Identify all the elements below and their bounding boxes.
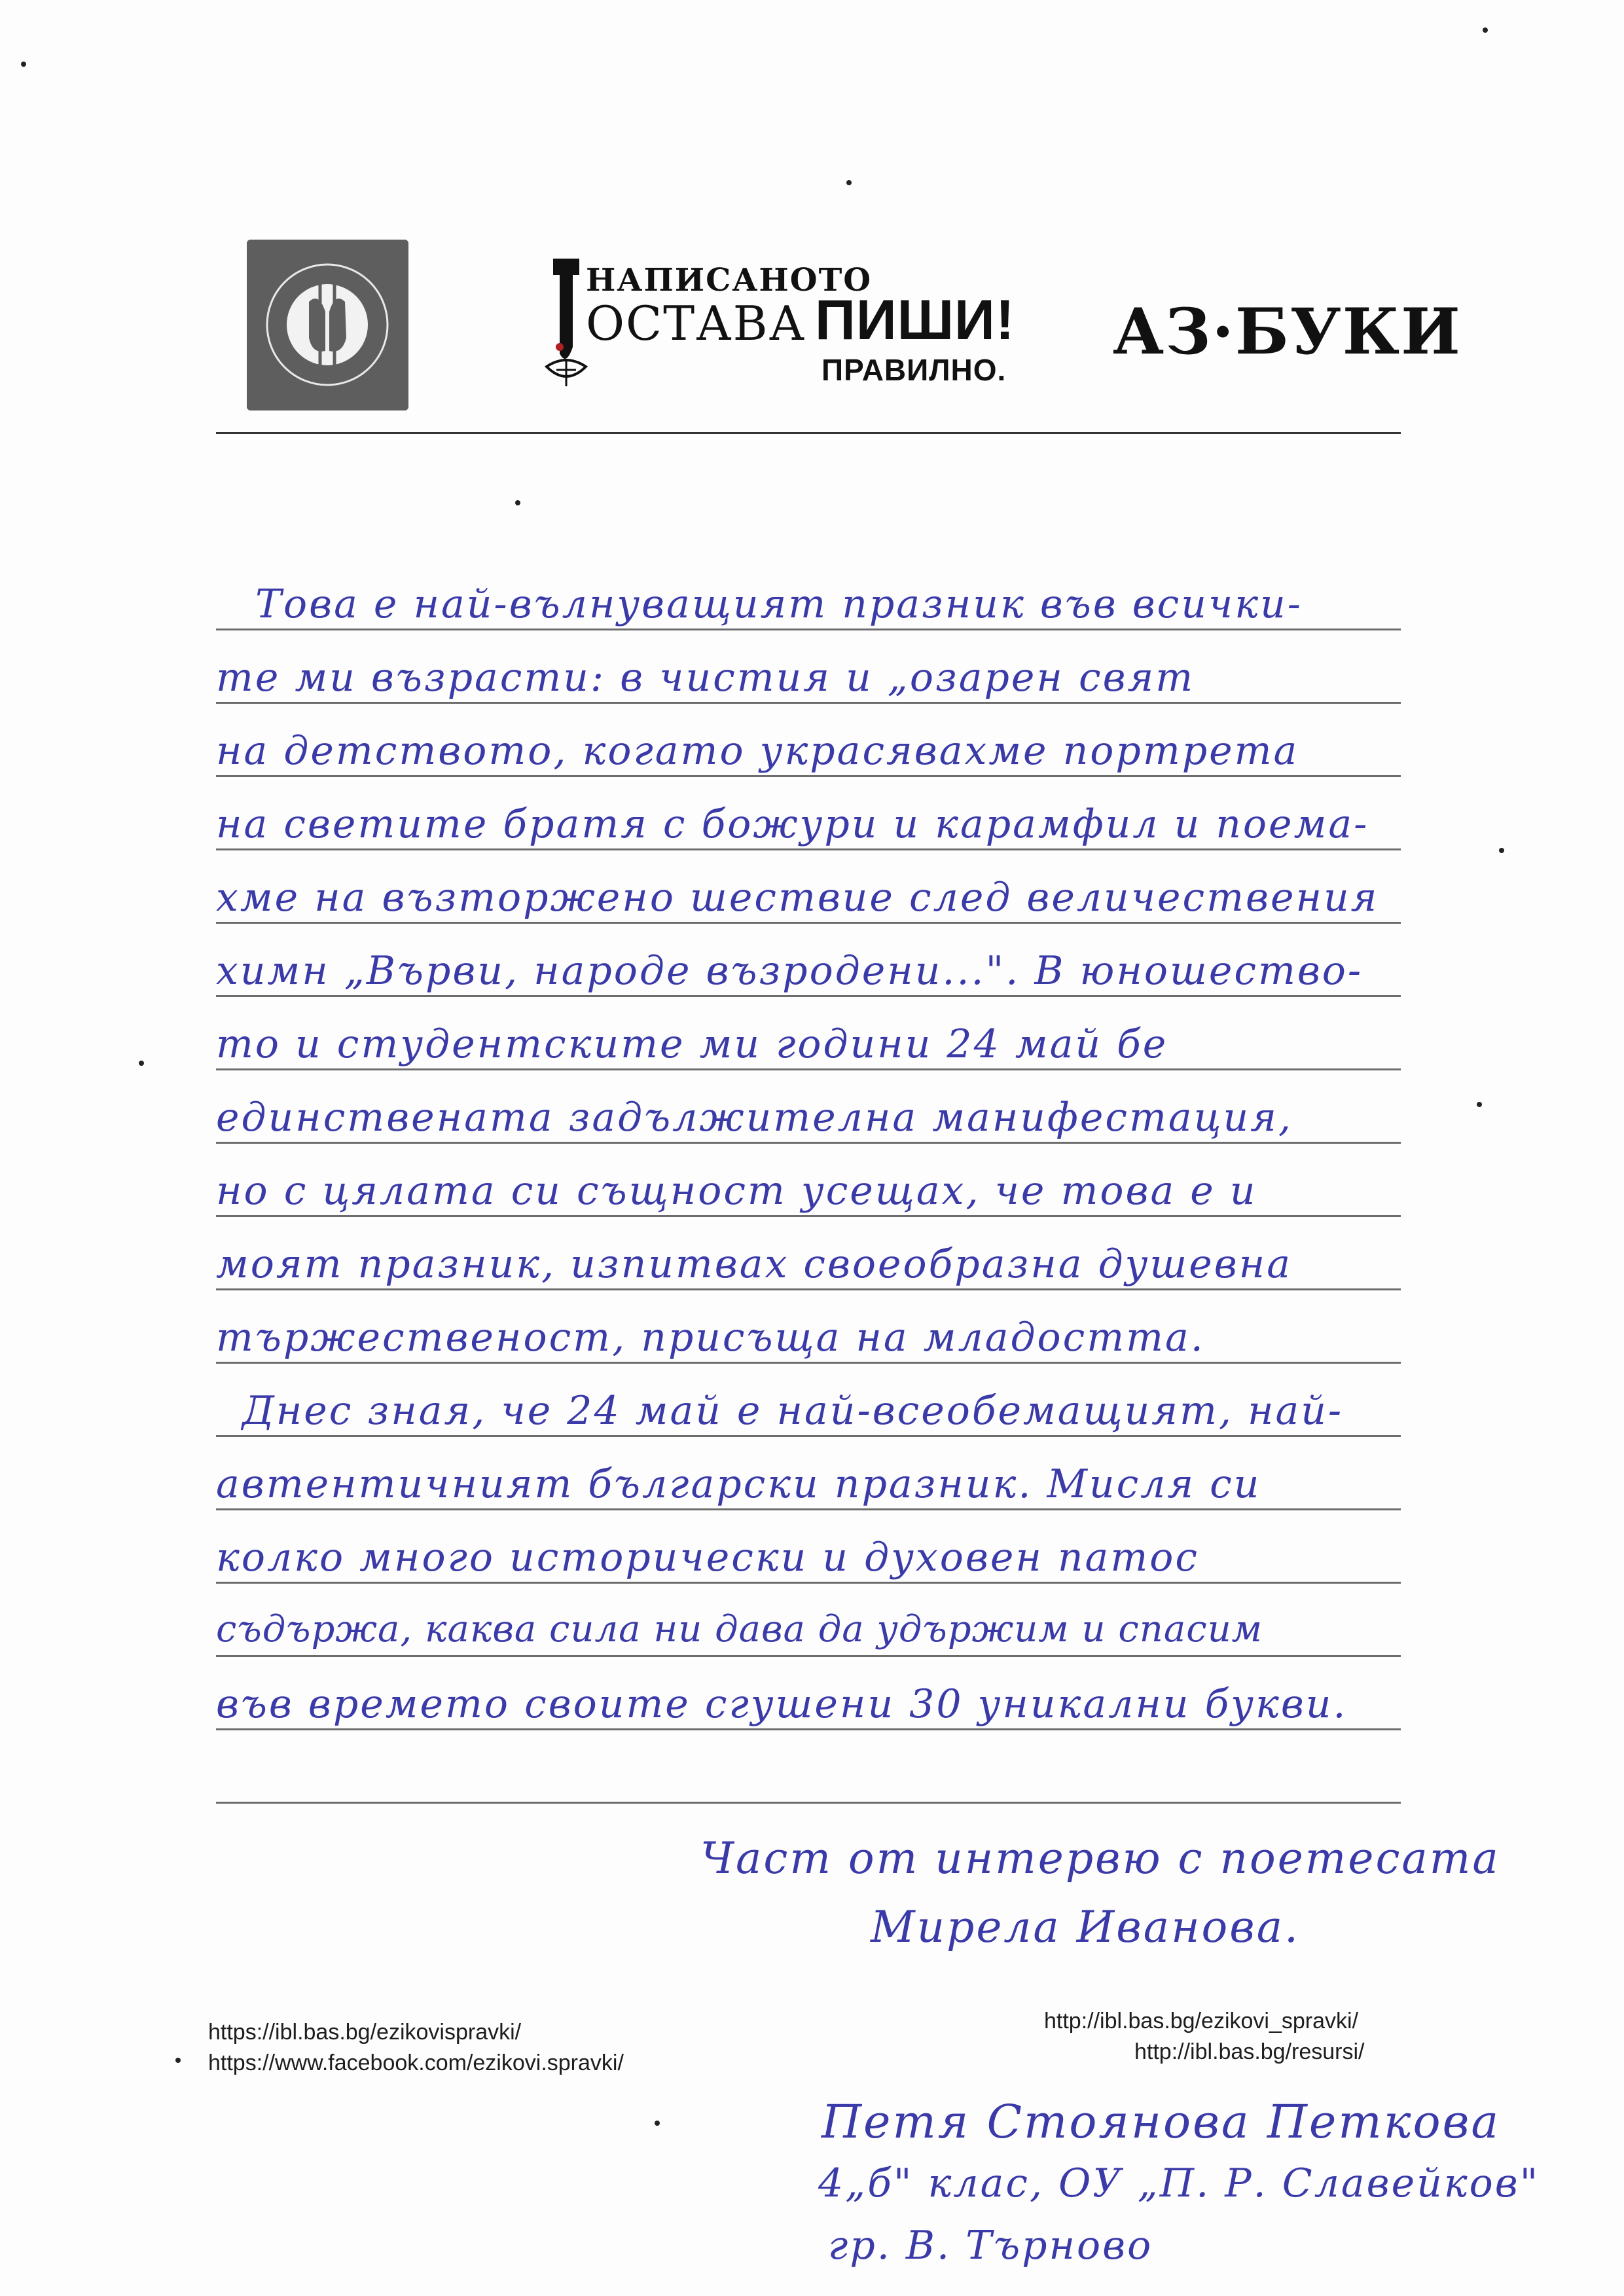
scan-speck — [139, 1061, 144, 1066]
ruled-line — [216, 1655, 1401, 1657]
handwritten-line: то и студентските ми години 24 май бе — [216, 1021, 1168, 1067]
footer-link-ibl-ezikovi-spravki[interactable]: http://ibl.bas.bg/ezikovi_spravki/ — [1044, 2009, 1359, 2033]
ruled-line — [216, 1362, 1401, 1364]
scan-speck — [1483, 27, 1488, 33]
pishi-pravilno-logo — [815, 288, 1024, 393]
ruled-line — [216, 1068, 1401, 1070]
handwritten-line: но с цялата си същност усещах, че това е и — [216, 1168, 1257, 1214]
handwritten-line: съдържа, каква сила ни дава да удържим и спасим — [216, 1608, 1263, 1650]
pravilno-label: ПРАВИЛНО. — [821, 353, 1007, 387]
author-class: 4„б" клас, ОУ „П. Р. Славейков" — [818, 2160, 1540, 2206]
footer-link-ibl-spravki[interactable]: https://ibl.bas.bg/ezikovispravki/ — [208, 2020, 522, 2045]
attribution-line-2: Мирела Иванова. — [871, 1902, 1301, 1952]
ibl-logo — [247, 240, 408, 410]
footer-link-ibl-resursi[interactable]: http://ibl.bas.bg/resursi/ — [1134, 2039, 1365, 2064]
scan-speck — [21, 62, 26, 67]
scan-speck — [515, 500, 520, 505]
ruled-line — [216, 1728, 1401, 1730]
napisanoto-label: НАПИСАНОТО — [586, 262, 873, 299]
scan-speck — [655, 2121, 660, 2126]
handwritten-line: химн „Върви, народе възродени...". В юношество- — [216, 948, 1363, 994]
ruled-line — [216, 1288, 1401, 1290]
ruled-line — [216, 775, 1401, 777]
handwritten-line: те ми възрасти: в чистия и „озарен свят — [216, 655, 1195, 701]
handwritten-line: на детството, когато украсявахме портрета — [216, 728, 1299, 774]
handwritten-line: във времето своите сгушени 30 уникални букви. — [216, 1681, 1348, 1727]
handwritten-line: Това е най-вълнуващият празник във всички- — [255, 581, 1303, 627]
ruled-line — [216, 1508, 1401, 1510]
handwritten-line: тържественост, присъща на младостта. — [216, 1315, 1205, 1360]
author-name: Петя Стоянова Петкова — [821, 2095, 1501, 2149]
ruled-line — [216, 1142, 1401, 1144]
header-divider — [216, 432, 1401, 434]
scan-speck — [1499, 848, 1504, 853]
ruled-line — [216, 1582, 1401, 1584]
ruled-line — [216, 848, 1401, 850]
author-city: гр. В. Търново — [828, 2223, 1153, 2269]
scan-speck — [846, 180, 852, 185]
ruled-line — [216, 629, 1401, 630]
ruled-line — [216, 922, 1401, 924]
handwritten-line: на светите братя с божури и карамфил и поема- — [216, 801, 1369, 847]
ibl-logo-graphic — [247, 240, 408, 410]
ostava-label: ОСТАВА — [586, 296, 806, 351]
ornamental-initial-icon — [540, 255, 592, 393]
footer-link-facebook[interactable]: https://www.facebook.com/ezikovi.spravki/ — [208, 2050, 624, 2075]
handwritten-line: единствената задължителна манифестация, — [216, 1095, 1293, 1140]
handwritten-line: моят празник, изпитвах своеобразна душевна — [216, 1241, 1292, 1287]
ruled-line — [216, 702, 1401, 704]
ruled-line — [216, 1215, 1401, 1217]
scan-speck — [1477, 1102, 1482, 1107]
ruled-line — [216, 1435, 1401, 1437]
handwritten-line: Днес зная, че 24 май е най-всеобемащият, най- — [242, 1388, 1344, 1434]
attribution-line-1: Част от интервю с поетесата — [700, 1833, 1500, 1884]
ruled-line — [216, 995, 1401, 997]
handwritten-line: автентичният български празник. Мисля си — [216, 1461, 1261, 1507]
handwritten-line: хме на възторжено шествие след величествения — [216, 875, 1379, 920]
ruled-line — [216, 1802, 1401, 1804]
napisanoto-ostava-logo — [540, 255, 873, 393]
handwritten-line: колко много исторически и духовен патос — [216, 1535, 1199, 1580]
az-buki-logo: АЗ·БУКИ — [1113, 295, 1462, 369]
scan-speck — [175, 2058, 181, 2063]
pishi-label: ПИШИ! — [815, 289, 1015, 352]
